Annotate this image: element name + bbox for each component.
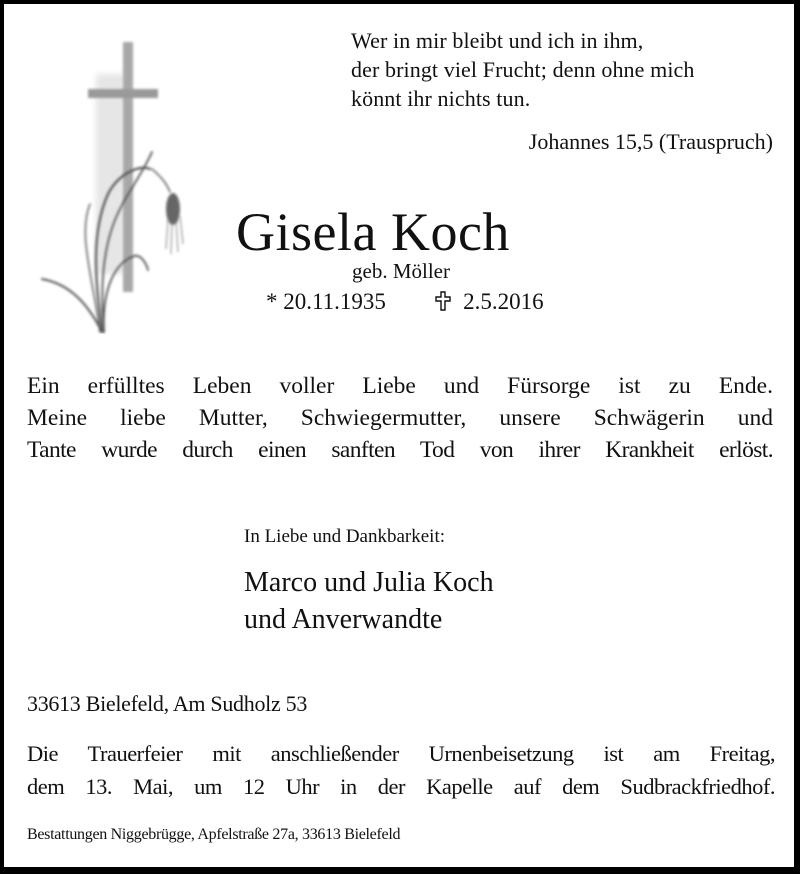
verse-source: Johannes 15,5 (Trauspruch) bbox=[528, 129, 773, 154]
deceased-name: Gisela Koch bbox=[236, 202, 510, 262]
birth-date: 20.11.1935 bbox=[283, 289, 386, 314]
undertaker-info: Bestattungen Niggebrügge, Apfelstraße 27a, 33613 Bielefeld bbox=[27, 826, 401, 843]
funeral-service-info bbox=[27, 737, 775, 803]
obituary-notice bbox=[4, 4, 794, 867]
mourner-line: und Anverwandte bbox=[244, 604, 443, 635]
message-line: Ein erfülltes Leben voller Liebe und Fürsorge ist zu Ende. bbox=[27, 373, 773, 399]
bible-verse bbox=[351, 26, 695, 113]
family-address: 33613 Bielefeld, Am Sudholz 53 bbox=[27, 691, 308, 716]
message-line: Tante wurde durch einen sanften Tod von ihrer Krankheit erlöst. bbox=[27, 437, 773, 463]
death-date: 2.5.2016 bbox=[463, 289, 544, 314]
verse-line: Wer in mir bleibt und ich in ihm, bbox=[351, 28, 644, 53]
cross-icon bbox=[435, 291, 451, 311]
mourner-line: Marco und Julia Koch bbox=[244, 567, 494, 598]
verse-line: könnt ihr nichts tun. bbox=[351, 86, 531, 111]
birth-symbol: * bbox=[266, 289, 278, 314]
mourners-names bbox=[244, 564, 494, 638]
message-line: Meine liebe Mutter, Schwiegermutter, unsere Schwägerin und bbox=[27, 405, 773, 431]
mourners-intro: In Liebe und Dankbarkeit: bbox=[244, 526, 446, 547]
service-line: dem 13. Mai, um 12 Uhr in der Kapelle auf dem Sudbrackfriedhof. bbox=[27, 774, 775, 799]
obituary-message bbox=[27, 370, 773, 466]
verse-line: der bringt viel Frucht; denn ohne mich bbox=[351, 57, 695, 82]
maiden-name: geb. Möller bbox=[352, 259, 450, 283]
service-line: Die Trauerfeier mit anschließender Urnenbeisetzung ist am Freitag, bbox=[27, 741, 775, 766]
life-dates bbox=[266, 287, 544, 317]
cross-with-wheat-icon bbox=[30, 34, 190, 334]
